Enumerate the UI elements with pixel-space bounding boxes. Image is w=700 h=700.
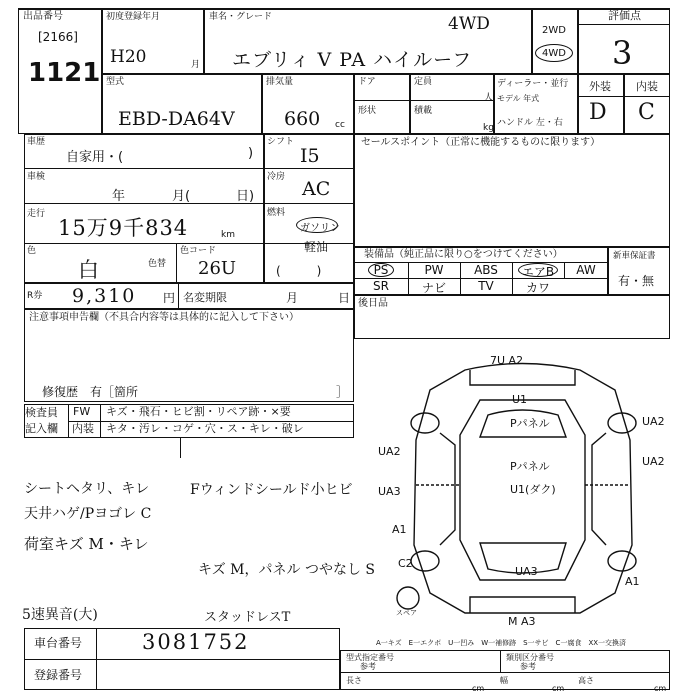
footer-right-vline bbox=[500, 650, 501, 672]
fuel-paren: ( ) bbox=[276, 264, 322, 278]
diagram-mark-ua2-lf: UA2 bbox=[378, 445, 401, 458]
inspection-month: 月( bbox=[172, 189, 191, 204]
equip-ps-circle bbox=[368, 263, 394, 277]
interior-label: 内装 bbox=[636, 80, 658, 93]
equip-airbag-circle bbox=[518, 263, 558, 277]
mileage-value: 15万9千834 bbox=[58, 216, 189, 240]
lot-number: 1121 bbox=[28, 58, 101, 88]
remark-6: キズ M，パネル つやなし S bbox=[198, 562, 375, 578]
displacement-label: 排気量 bbox=[266, 77, 294, 87]
equip-abs: ABS bbox=[474, 263, 498, 277]
diagram-mark-front: 7U A2 bbox=[490, 354, 524, 367]
inspection-year: 年 bbox=[112, 189, 126, 204]
remarks-tick bbox=[180, 438, 181, 458]
exterior-label: 外装 bbox=[589, 80, 611, 93]
length-label: 長さ bbox=[346, 676, 362, 685]
lot-label: 出品番号 bbox=[23, 11, 63, 22]
interior-grade: C bbox=[638, 100, 655, 125]
ac-label: 冷房 bbox=[267, 172, 286, 182]
diagram-mark-ua3-l: UA3 bbox=[378, 485, 401, 498]
diagram-mark-ua3-rear: UA3 bbox=[515, 565, 538, 578]
recycle-unit: 円 bbox=[163, 291, 176, 305]
name-change-label: 名変期限 bbox=[183, 291, 227, 304]
reg-year-value: H20 bbox=[110, 47, 147, 67]
displacement-unit: cc bbox=[335, 120, 345, 130]
ext-int-divider bbox=[578, 96, 670, 97]
equip-aw: AW bbox=[576, 263, 596, 277]
shape-label: 形状 bbox=[358, 106, 377, 116]
reg-month-unit: 月 bbox=[191, 60, 201, 70]
rear-seat-box bbox=[354, 295, 670, 339]
drive-4wd: 4WD bbox=[542, 48, 566, 59]
remark-1: シートヘタリ、キレ bbox=[24, 481, 150, 497]
color-divider bbox=[176, 243, 177, 283]
door-label: ドア bbox=[358, 77, 376, 87]
capacity-unit: 人 bbox=[484, 93, 494, 103]
color-change-label: 色替 bbox=[148, 259, 167, 269]
footer-left-vline bbox=[96, 628, 97, 690]
diagram-mark-ua2-r: UA2 bbox=[642, 455, 665, 468]
color-label: 色 bbox=[27, 246, 37, 256]
repair-label: 修復歴 有［箇所 bbox=[42, 385, 139, 399]
dealer-label: ディーラー・並行 bbox=[497, 79, 569, 89]
diagram-mark-panel-1: Pパネル bbox=[510, 417, 550, 430]
width-unit: cm bbox=[552, 684, 565, 693]
diagram-mark-u1: U1 bbox=[512, 393, 528, 406]
height-unit: cm bbox=[654, 684, 667, 693]
equip-sr: SR bbox=[373, 279, 389, 293]
lot-code: [2166] bbox=[38, 30, 78, 44]
remark-4: 5速異音(大) bbox=[22, 607, 98, 623]
score-value: 3 bbox=[612, 34, 633, 72]
category-label: 類別区分番号 bbox=[506, 653, 554, 662]
length-unit: cm bbox=[472, 684, 485, 693]
exterior-grade: D bbox=[589, 100, 607, 125]
diagram-mark-ua2-rf: UA2 bbox=[642, 415, 665, 428]
fuel-label: 燃料 bbox=[267, 208, 286, 218]
inspection-label: 車検 bbox=[27, 172, 46, 182]
notes-title: 注意事項申告欄（不具合内容等は具体的に記入して下さい） bbox=[29, 312, 299, 323]
fw-label: FW bbox=[73, 405, 91, 418]
car-diagram bbox=[370, 345, 675, 630]
history-value: 自家用・( bbox=[66, 150, 124, 165]
type-cert-label: 型式指定番号 bbox=[346, 653, 394, 662]
inspection-day: 日) bbox=[236, 189, 255, 204]
score-divider bbox=[578, 24, 670, 25]
chassis-value: 3081752 bbox=[142, 630, 250, 654]
drive-2wd: 2WD bbox=[542, 25, 566, 36]
equip-airbag: エアB bbox=[521, 265, 555, 279]
chassis-label: 車台番号 bbox=[34, 636, 83, 650]
equip-ps: PS bbox=[373, 263, 389, 277]
shift-label: シフト bbox=[267, 137, 295, 147]
remark-3: 荷室キズ M・キレ bbox=[24, 535, 149, 553]
displacement-value: 660 bbox=[284, 108, 321, 130]
inspector-label-2: 記入欄 bbox=[25, 422, 58, 435]
warranty-label: 新車保証書 bbox=[613, 251, 656, 261]
recycle-divider bbox=[178, 283, 179, 309]
capacity-label: 定員 bbox=[414, 77, 433, 87]
equipment-title: 装備品（純正品に限り○をつけてください） bbox=[364, 249, 563, 260]
score-label: 評価点 bbox=[608, 9, 641, 22]
diagram-mark-c2: C2 bbox=[398, 557, 413, 570]
interior-items: キタ・汚レ・コゲ・穴・ス・キレ・破レ bbox=[106, 422, 304, 435]
interior-items-label: 内装 bbox=[72, 422, 94, 435]
fuel-value: ガソリン bbox=[300, 223, 340, 234]
equip-tv: TV bbox=[478, 279, 494, 293]
diagram-mark-spare: スペア bbox=[396, 609, 417, 617]
model-name: エブリィ V PA ハイルーフ bbox=[232, 49, 473, 71]
name-change-day: 日 bbox=[338, 291, 351, 305]
fuel-option: 軽油 bbox=[304, 240, 329, 254]
drive-box bbox=[532, 8, 578, 74]
remark-5: Fウィンドシールド小ヒビ bbox=[190, 482, 353, 498]
diagram-mark-panel-2: Pパネル bbox=[510, 460, 550, 473]
warranty-value: 有・無 bbox=[618, 274, 655, 288]
category-ref: 参考 bbox=[520, 662, 536, 671]
name-change-month: 月 bbox=[286, 291, 299, 305]
mileage-unit: km bbox=[221, 230, 235, 240]
diagram-mark-a1-l: A1 bbox=[392, 523, 407, 536]
repair-close: ］ bbox=[336, 385, 349, 399]
load-unit: kg bbox=[483, 123, 494, 133]
sales-point-box bbox=[354, 134, 670, 247]
equip-leather: カワ bbox=[525, 281, 550, 295]
inspector-label-1: 検査員 bbox=[25, 406, 58, 419]
width-label: 幅 bbox=[500, 676, 508, 685]
ac-value: AC bbox=[302, 178, 331, 200]
drive-value: 4WD bbox=[448, 14, 490, 34]
model-label: 車名・グレード bbox=[209, 12, 273, 22]
rear-seat-label: 後日品 bbox=[358, 298, 388, 309]
recycle-value: 9,310 bbox=[72, 285, 137, 307]
reg-year-label: 初度登録年月 bbox=[106, 12, 161, 22]
remark-2: 天井ハゲ/Pヨゴレ C bbox=[24, 506, 152, 522]
model-year-label: モデル 年式 bbox=[497, 94, 540, 103]
footer-left-line bbox=[24, 659, 340, 660]
footer-right-line bbox=[340, 672, 670, 673]
color-code-label: 色コード bbox=[180, 246, 217, 256]
load-label: 積載 bbox=[414, 106, 433, 116]
type-cert-ref: 参考 bbox=[360, 662, 376, 671]
handle-label: ハンドル 左・右 bbox=[497, 118, 563, 128]
shift-value: I5 bbox=[300, 145, 320, 167]
color-value: 白 bbox=[78, 258, 99, 282]
recycle-label: R券 bbox=[27, 291, 43, 301]
equip-pw: PW bbox=[424, 263, 444, 277]
registration-label: 登録番号 bbox=[34, 668, 83, 682]
remark-7: スタッドレスT bbox=[204, 610, 291, 625]
type-label: 型式 bbox=[106, 77, 125, 87]
history-close: ) bbox=[248, 146, 254, 161]
damage-legend: A一キズ E一エクボ U一凹み W一補修跡 S一サビ C一腐食 XX一交換済 bbox=[376, 639, 627, 647]
color-code-value: 26U bbox=[198, 258, 237, 279]
history-label: 車歴 bbox=[27, 137, 46, 147]
diagram-mark-u1-duct: U1(ダク) bbox=[510, 483, 556, 496]
fw-items: キズ・飛石・ヒビ割・リペア跡・×要 bbox=[106, 405, 291, 418]
height-label: 高さ bbox=[578, 676, 594, 685]
diagram-mark-rear: M A3 bbox=[508, 615, 536, 628]
mileage-label: 走行 bbox=[27, 209, 46, 219]
type-value: EBD-DA64V bbox=[118, 108, 235, 130]
equip-navi: ナビ bbox=[421, 281, 446, 295]
sales-point-title: セールスポイント（正常に機能するものに限ります） bbox=[361, 137, 601, 148]
diagram-mark-a1-r: A1 bbox=[625, 575, 640, 588]
